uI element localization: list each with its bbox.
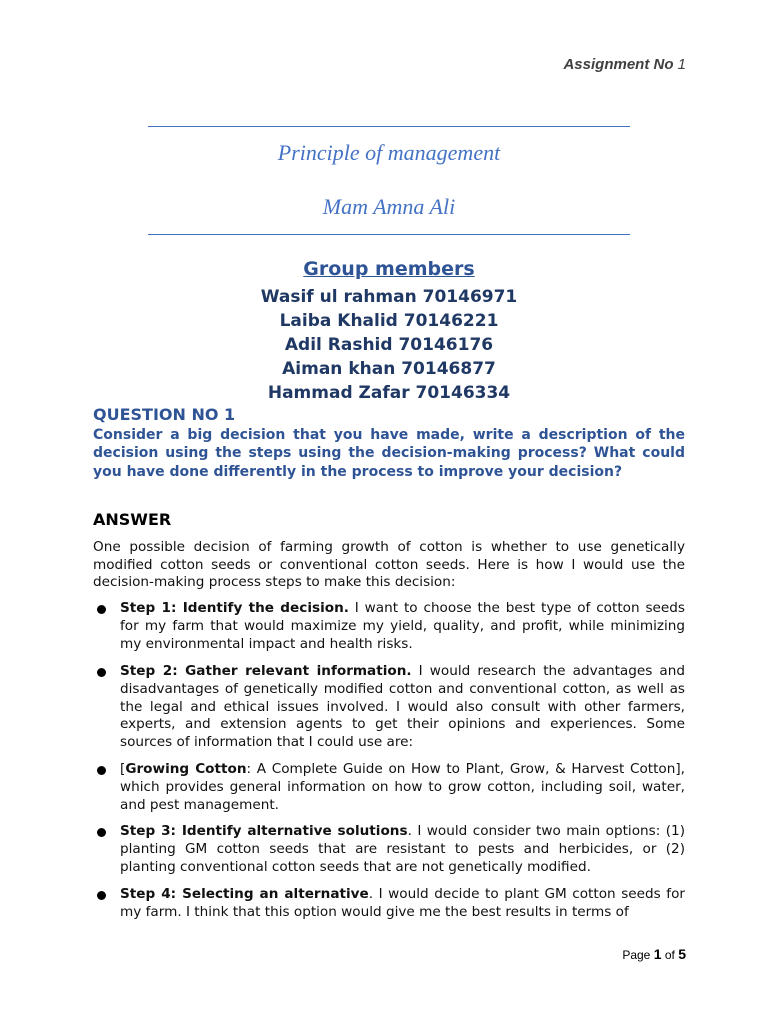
bullet-bold: Step 4: Selecting an alternative (120, 886, 369, 902)
bullet-bold: Step 2: Gather relevant information. (120, 663, 412, 679)
bullet-text: . I would consider two main options: (1) planting GM cotton seeds that are resistant to pests and herbicides, or (2) planting conventional cotton seeds that are not genetically modified. (120, 823, 685, 875)
assignment-number: 1 (677, 56, 686, 73)
bottom-divider (148, 234, 630, 235)
bullet-dot-icon (97, 668, 106, 677)
bullet-step-4 (120, 886, 685, 922)
bullet-bold: Step 3: Identify alternative solutions (120, 823, 408, 839)
page-current: 1 (653, 946, 662, 962)
group-member: Hammad Zafar 70146334 (267, 383, 511, 403)
group-members-heading: Group members (303, 258, 475, 280)
page-total: 5 (678, 946, 686, 962)
bullet-text: I want to choose the best type of cotton seeds for my farm that would maximize my yield, quality, and profit, while minimizing my environmental impact and health risks. (120, 600, 685, 652)
group-member: Aiman khan 70146877 (282, 359, 496, 379)
page-of-label: of (664, 948, 675, 962)
group-members-list (0, 285, 768, 405)
bullet-text: I would research the advantages and disadvantages of genetically modified cotton and conventional cotton, as well as the legal and ethical issues involved. I would also consult with other farmers, experts, and extension agents to get their opinions and experiences. Some sources of information that I could use are: (120, 663, 685, 751)
bullet-prefix: [ (120, 761, 126, 777)
page-footer (622, 946, 686, 962)
course-title: Principle of management (277, 140, 501, 165)
bullet-dot-icon (97, 828, 106, 837)
group-member: Adil Rashid 70146176 (284, 335, 494, 355)
bullet-dot-icon (97, 766, 106, 775)
bullet-text: : A Complete Guide on How to Plant, Grow, & Harvest Cotton], which provides general information on how to grow cotton, including soil, water, and pest management. (120, 761, 685, 813)
bullet-dot-icon (97, 605, 106, 614)
assignment-label: Assignment No (563, 56, 674, 73)
bullet-text: . I would decide to plant GM cotton seeds for my farm. I think that this option would give me the best results in terms of (120, 886, 685, 920)
question-text: Consider a big decision that you have made, write a description of the decision using the steps using the decision-making process? What could you have done differently in the process to improve your decision? (93, 427, 685, 480)
question-heading: QUESTION NO 1 (93, 405, 236, 424)
bullet-dot-icon (97, 891, 106, 900)
bullet-bold: Step 1: Identify the decision. (120, 600, 349, 616)
group-member: Wasif ul rahman 70146971 (260, 287, 518, 307)
bullet-step-2 (120, 663, 685, 752)
bullet-step-3 (120, 823, 685, 876)
page-label: Page (622, 948, 651, 962)
bullet-bold: Growing Cotton (125, 761, 247, 777)
top-divider (148, 126, 630, 127)
answer-intro: One possible decision of farming growth of cotton is whether to use genetically modified cotton seeds or conventional cotton seeds. Here is how I would use the decision-making process steps to make this decision: (93, 539, 685, 591)
answer-heading: ANSWER (93, 510, 172, 529)
bullet-step-1 (120, 600, 685, 653)
assignment-header (563, 56, 686, 73)
teacher-name: Mam Amna Ali (322, 194, 456, 219)
group-member: Laiba Khalid 70146221 (279, 311, 499, 331)
bullet-growing-cotton (120, 761, 685, 814)
